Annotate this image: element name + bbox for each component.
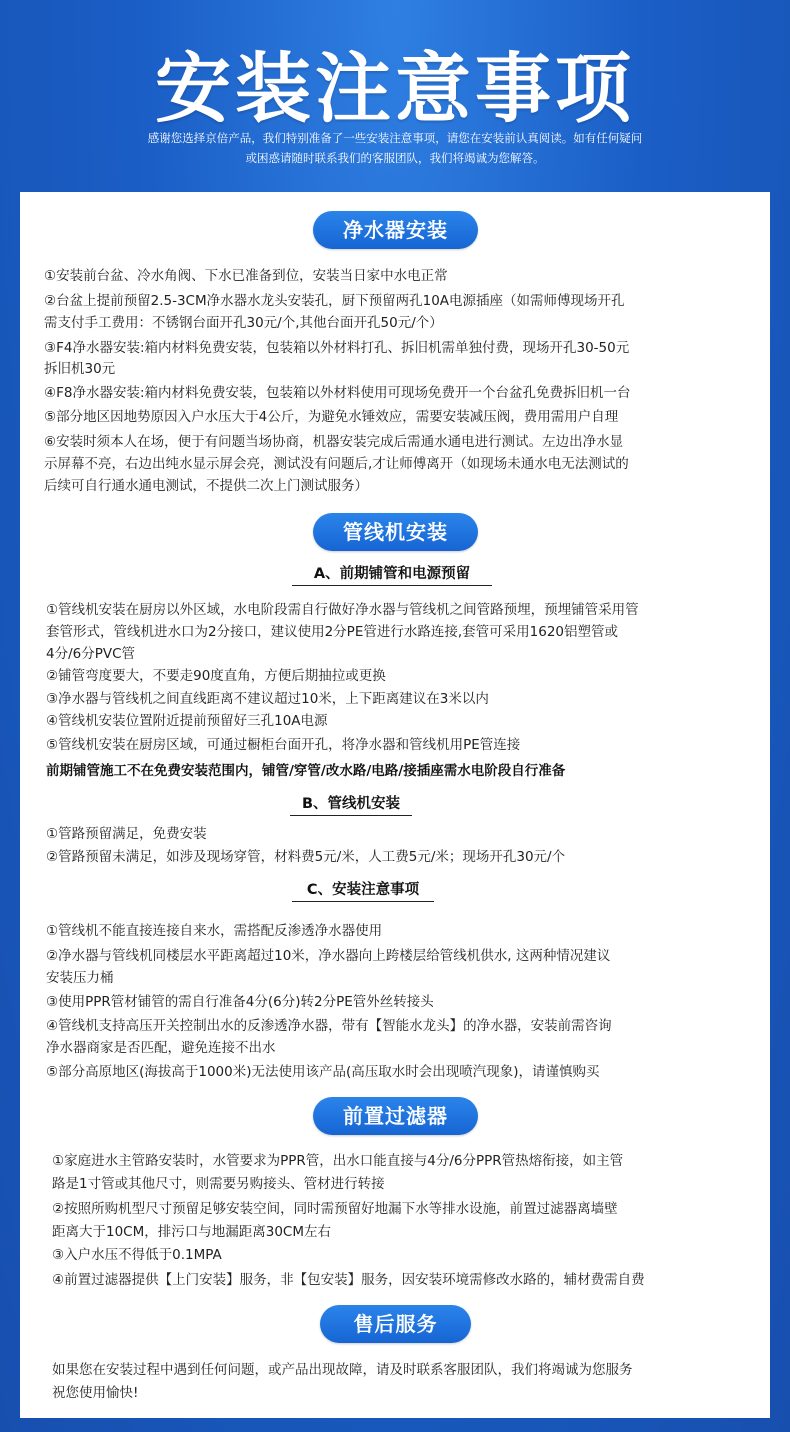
pipeline-c-line-1: ①管线机不能直接连接自来水，需搭配反渗透净水器使用: [46, 923, 383, 939]
section-heading-pipeline: 管线机安装: [313, 513, 478, 551]
purifier-line-8: ⑥安装时须本人在场，便于有问题当场协商，机器安装完成后需通水通电进行测试。左边出净水显: [44, 434, 624, 450]
pipeline-b-line-1: ①管路预留满足，免费安装: [46, 826, 207, 842]
purifier-line-5: 拆旧机30元: [44, 361, 116, 377]
aftersales-line-2: 祝您使用愉快!: [52, 1385, 139, 1401]
pipeline-a-note: 前期铺管施工不在免费安装范围内，铺管/穿管/改水路/电路/接插座需水电阶段自行准备: [46, 763, 566, 779]
intro-line-1: 感谢您选择京倍产品，我们特别准备了一些安装注意事项，请您在安装前认真阅读。如有任何疑问: [147, 131, 643, 145]
prefilter-line-6: ④前置过滤器提供【上门安装】服务，非【包安装】服务，因安装环境需修改水路的，辅材费需自费: [52, 1272, 645, 1288]
purifier-line-9: 示屏幕不亮，右边出纯水显示屏会亮，测试没有问题后,才让师傅离开（如现场未通水电无法测试的: [44, 456, 629, 472]
intro-line-2: 或困惑请随时联系我们的客服团队，我们将竭诚为您解答。: [245, 151, 545, 165]
pipeline-b-line-2: ②管路预留未满足，如涉及现场穿管，材料费5元/米，人工费5元/米；现场开孔30元/个: [46, 849, 566, 865]
pipeline-a-line-5: ③净水器与管线机之间直线距离不建议超过10米，上下距离建议在3米以内: [46, 691, 489, 707]
pipeline-subheading-a: A、前期铺管和电源预留: [292, 563, 492, 586]
prefilter-line-4: 距离大于10CM，排污口与地漏距离30CM左右: [52, 1224, 332, 1240]
purifier-line-4: ③F4净水器安装:箱内材料免费安装，包装箱以外材料打孔、拆旧机需单独付费，现场开孔30-50元: [44, 340, 630, 356]
section-heading-prefilter: 前置过滤器: [313, 1097, 478, 1135]
pipeline-a-line-7: ⑤管线机安装在厨房区域，可通过橱柜台面开孔，将净水器和管线机用PE管连接: [46, 737, 521, 753]
purifier-line-10: 后续可自行通水通电测试，不提供二次上门测试服务）: [44, 478, 368, 494]
pipeline-c-line-5: ④管线机支持高压开关控制出水的反渗透净水器，带有【智能水龙头】的净水器，安装前需咨询: [46, 1018, 612, 1034]
page-title: 安装注意事项: [155, 44, 635, 133]
purifier-line-7: ⑤部分地区因地势原因入户水压大于4公斤，为避免水锤效应，需要安装减压阀，费用需用户自理: [44, 409, 619, 425]
pipeline-c-line-4: ③使用PPR管材铺管的需自行准备4分(6分)转2分PE管外丝转接头: [46, 994, 434, 1010]
section-heading-aftersales: 售后服务: [320, 1305, 471, 1343]
pipeline-a-line-2: 套管形式，管线机进水口为2分接口，建议使用2分PE管进行水路连接,套管可采用1620铝塑管或: [46, 624, 618, 640]
aftersales-line-1: 如果您在安装过程中遇到任何问题，或产品出现故障，请及时联系客服团队，我们将竭诚为您服务: [52, 1362, 633, 1378]
pipeline-a-line-6: ④管线机安装位置附近提前预留好三孔10A电源: [46, 713, 328, 729]
prefilter-line-1: ①家庭进水主管路安装时，水管要求为PPR管，出水口能直接与4分/6分PPR管热熔衔接，如主管: [52, 1153, 624, 1169]
pipeline-c-line-6: 净水器商家是否匹配，避免连接不出水: [46, 1040, 276, 1056]
purifier-line-6: ④F8净水器安装:箱内材料免费安装，包装箱以外材料使用可现场免费开一个台盆孔免费拆旧机一台: [44, 385, 631, 401]
prefilter-line-2: 路是1寸管或其他尺寸，则需要另购接头、管材进行转接: [52, 1176, 385, 1192]
pipeline-subheading-c: C、安装注意事项: [292, 879, 434, 902]
purifier-line-3: 需支付手工费用：不锈钢台面开孔30元/个,其他台面开孔50元/个）: [44, 315, 443, 331]
section-heading-purifier: 净水器安装: [313, 211, 478, 249]
pipeline-a-line-3: 4分/6分PVC管: [46, 646, 136, 662]
prefilter-line-3: ②按照所购机型尺寸预留足够安装空间，同时需预留好地漏下水等排水设施，前置过滤器离墙壁: [52, 1201, 618, 1217]
intro-text: [40, 128, 750, 168]
pipeline-a-line-4: ②铺管弯度要大，不要走90度直角，方便后期抽拉或更换: [46, 668, 386, 684]
pipeline-c-line-3: 安装压力桶: [46, 970, 114, 986]
prefilter-line-5: ③入户水压不得低于0.1MPA: [52, 1247, 222, 1263]
pipeline-c-line-2: ②净水器与管线机同楼层水平距离超过10米，净水器向上跨楼层给管线机供水, 这两种情况建议: [46, 948, 611, 964]
pipeline-a-line-1: ①管线机安装在厨房以外区域，水电阶段需自行做好净水器与管线机之间管路预埋，预埋铺管采用管: [46, 602, 639, 618]
purifier-line-1: ①安装前台盆、冷水角阀、下水已准备到位，安装当日家中水电正常: [44, 268, 448, 284]
pipeline-c-line-7: ⑤部分高原地区(海拔高于1000米)无法使用该产品(高压取水时会出现喷汽现象)，请谨慎购买: [46, 1064, 600, 1080]
purifier-line-2: ②台盆上提前预留2.5-3CM净水器水龙头安装孔，厨下预留两孔10A电源插座（如需师傅现场开孔: [44, 293, 625, 309]
pipeline-subheading-b: B、管线机安装: [290, 793, 412, 816]
